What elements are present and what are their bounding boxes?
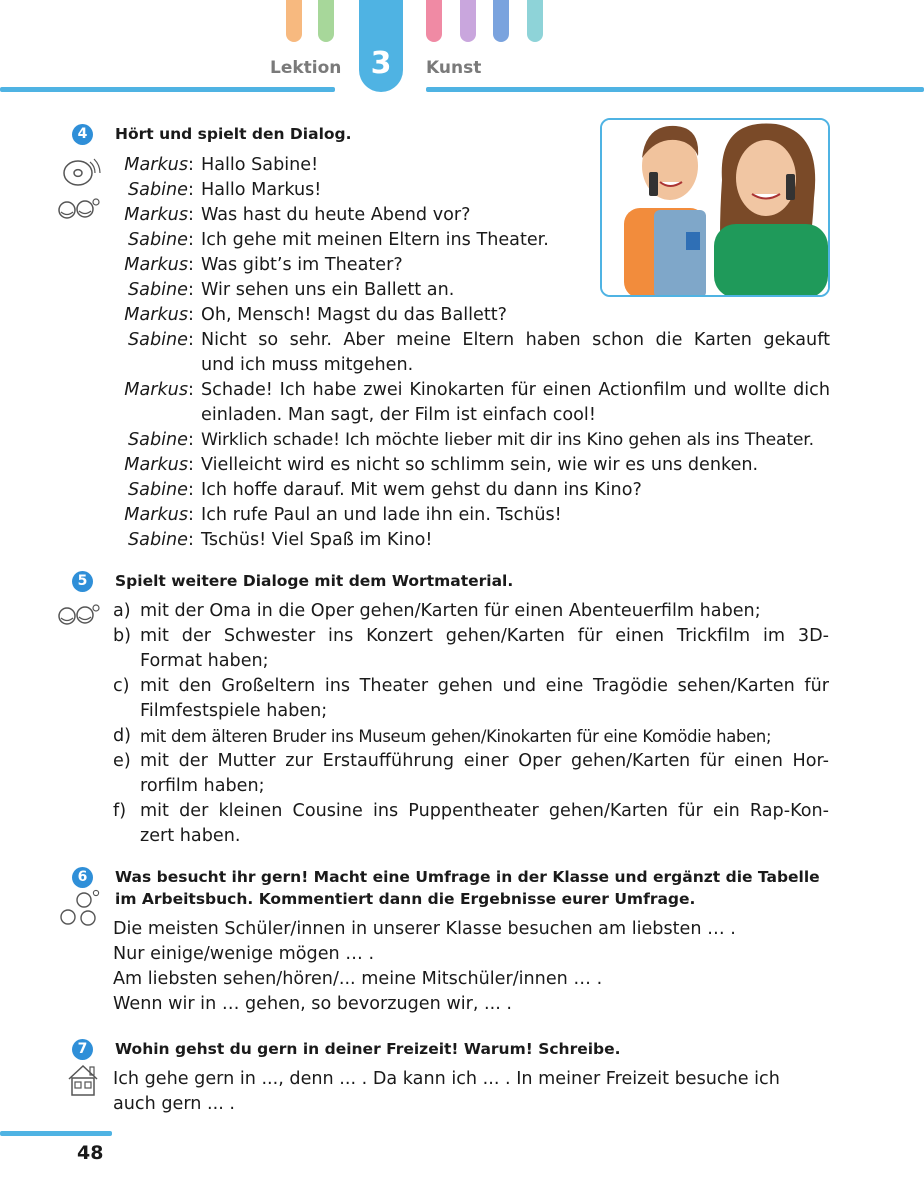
header-rule-left [0,87,335,92]
speaker-name: Markus [124,305,188,325]
text-line: auch gern ... . [113,1094,235,1114]
item-label: a) [113,601,131,621]
item-label: f) [113,801,127,821]
speaker-name: Sabine [128,280,188,300]
dialog-text: Wirklich schade! Ich möchte lieber mit dir ins Kino gehen als ins Theater. [201,430,814,450]
item-label [113,824,140,849]
topic-title: Kunst [426,58,482,78]
list-item [113,799,829,824]
speaker-name: Sabine [128,330,188,350]
list-item [113,724,829,749]
exercise-instruction: Spielt weitere Dialoge mit dem Wortmaterial. [115,572,514,590]
speaker-colon: : [188,255,194,275]
list-item [113,599,829,624]
speaker-name: Sabine [128,530,188,550]
item-text: Filmfestspiele haben; [140,701,328,721]
exercise-instruction: Hört und spielt den Dialog. [115,125,352,143]
dialog-text: und ich muss mitgehen. [201,355,414,375]
text-line: Am liebsten sehen/hören/... meine Mitschüler/innen … . [113,969,603,989]
speaker-name: Markus [124,205,188,225]
header-rule-right [426,87,924,92]
speaker-colon [188,403,201,428]
speaker-colon: : [188,455,194,475]
dialog-text: Nicht so sehr. Aber meine Eltern haben schon die Karten gekauft [201,330,830,350]
speaker-name: Markus [124,155,188,175]
text-line: Ich gehe gern in ..., denn ... . Da kann ich ... . In meiner Freizeit besuche ich [113,1069,780,1089]
speaker-name [110,403,188,428]
speaker-colon: : [188,530,194,550]
exercise-instruction-line-1: Was besucht ihr gern! Macht eine Umfrage in der Klasse und ergänzt die Tabelle [115,868,820,886]
list-item [113,774,829,799]
text-line: Wenn wir in … gehen, so bevorzugen wir, ... . [113,994,513,1014]
speaker-name: Sabine [128,430,188,450]
dialog-line [110,428,830,453]
dialog-line [110,328,830,353]
speaker-colon: : [188,205,194,225]
speaker-colon: : [188,230,194,250]
speaker-colon: : [188,305,194,325]
item-label [113,649,140,674]
dialog-text: Ich rufe Paul an und lade ihn ein. Tschüs! [201,505,562,525]
speaker-colon: : [188,480,194,500]
color-tab-blue [493,0,509,42]
speaker-name [110,353,188,378]
pair-work-icon [53,602,103,628]
dialog-text: Oh, Mensch! Magst du das Ballett? [201,305,507,325]
footer-rule [0,1131,112,1136]
speaker-name: Markus [124,255,188,275]
dialog-text: Tschüs! Viel Spaß im Kino! [201,530,433,550]
speaker-name: Sabine [128,480,188,500]
dialog-text: Hallo Sabine! [201,155,319,175]
text-line: Nur einige/wenige mögen … . [113,944,375,964]
dialog-line [110,478,830,503]
exercise-items [113,599,829,849]
item-label [113,699,140,724]
list-item [113,824,829,849]
dialog-line [110,303,830,328]
dialog-text: Was hast du heute Abend vor? [201,205,471,225]
speaker-colon: : [188,330,194,350]
item-text: mit den Großeltern ins Theater gehen und eine Tragödie sehen/Karten für [140,676,829,696]
item-label: d) [113,726,132,746]
speaker-colon: : [188,505,194,525]
exercise-number-badge: 7 [72,1039,93,1060]
dialog-text: Hallo Markus! [201,180,322,200]
list-item [113,699,829,724]
item-text: rorfilm haben; [140,776,265,796]
speaker-name: Markus [124,380,188,400]
text-line: Die meisten Schüler/innen in unserer Klasse besuchen am liebsten … . [113,919,736,939]
dialog-text: Schade! Ich habe zwei Kinokarten für einen Actionfilm und wollte dich [201,380,830,400]
item-text: mit der Mutter zur Erstaufführung einer Oper gehen/Karten für einen Hor- [140,751,829,771]
cd-icon [60,156,102,188]
color-tab-purple [460,0,476,42]
house-icon [66,1063,100,1097]
item-text: zert haben. [140,826,241,846]
page-number: 48 [77,1142,104,1164]
item-text: mit dem älteren Bruder ins Museum gehen/Kinokarten für eine Komödie haben; [140,727,772,746]
item-label: b) [113,626,132,646]
speaker-name: Sabine [128,230,188,250]
color-tab-pink [426,0,442,42]
speaker-colon: : [188,430,194,450]
exercise-number-badge: 5 [72,571,93,592]
dialog-line [110,403,830,428]
lesson-label: Lektion [270,58,342,78]
item-label: e) [113,751,131,771]
dialog-line [110,353,830,378]
dialog-line [110,528,830,553]
item-text: Format haben; [140,651,269,671]
dialog-text: einladen. Man sagt, der Film ist einfach cool! [201,405,596,425]
item-label [113,774,140,799]
dialog-line [110,503,830,528]
pair-work-icon [53,196,103,222]
speaker-name: Markus [124,505,188,525]
exercise-number-badge: 4 [72,124,93,145]
color-tab-orange [286,0,302,42]
item-text: mit der Oma in die Oper gehen/Karten für einen Abenteuerfilm haben; [140,601,761,621]
list-item [113,674,829,699]
speaker-colon: : [188,380,194,400]
lesson-number: 3 [370,46,392,81]
dialog-text: Was gibt’s im Theater? [201,255,403,275]
list-item [113,749,829,774]
dialog-line [110,378,830,403]
speaker-name: Sabine [128,180,188,200]
dialog-text: Vielleicht wird es nicht so schlimm sein, wie wir es uns denken. [201,455,759,475]
item-label: c) [113,676,130,696]
exercise-number-badge: 6 [72,867,93,888]
speaker-colon: : [188,180,194,200]
item-text: mit der Schwester ins Konzert gehen/Karten für einen Trickfilm im 3D- [140,626,829,646]
color-tab-teal [527,0,543,42]
color-tab-green [318,0,334,42]
speaker-name: Markus [124,455,188,475]
group-work-icon [56,889,102,929]
speaker-colon: : [188,280,194,300]
photo-kids-on-phones [600,118,830,297]
speaker-colon: : [188,155,194,175]
speaker-colon [188,353,201,378]
exercise-instruction-line-2: im Arbeitsbuch. Kommentiert dann die Ergebnisse eurer Umfrage. [115,890,696,908]
dialog-text: Ich hoffe darauf. Mit wem gehst du dann ins Kino? [201,480,642,500]
dialog-line [110,453,830,478]
item-text: mit der kleinen Cousine ins Puppentheater gehen/Karten für ein Rap-Kon- [140,801,829,821]
list-item [113,624,829,649]
dialog-text: Ich gehe mit meinen Eltern ins Theater. [201,230,549,250]
exercise-instruction: Wohin gehst du gern in deiner Freizeit! Warum! Schreibe. [115,1040,621,1058]
dialog-text: Wir sehen uns ein Ballett an. [201,280,455,300]
list-item [113,649,829,674]
